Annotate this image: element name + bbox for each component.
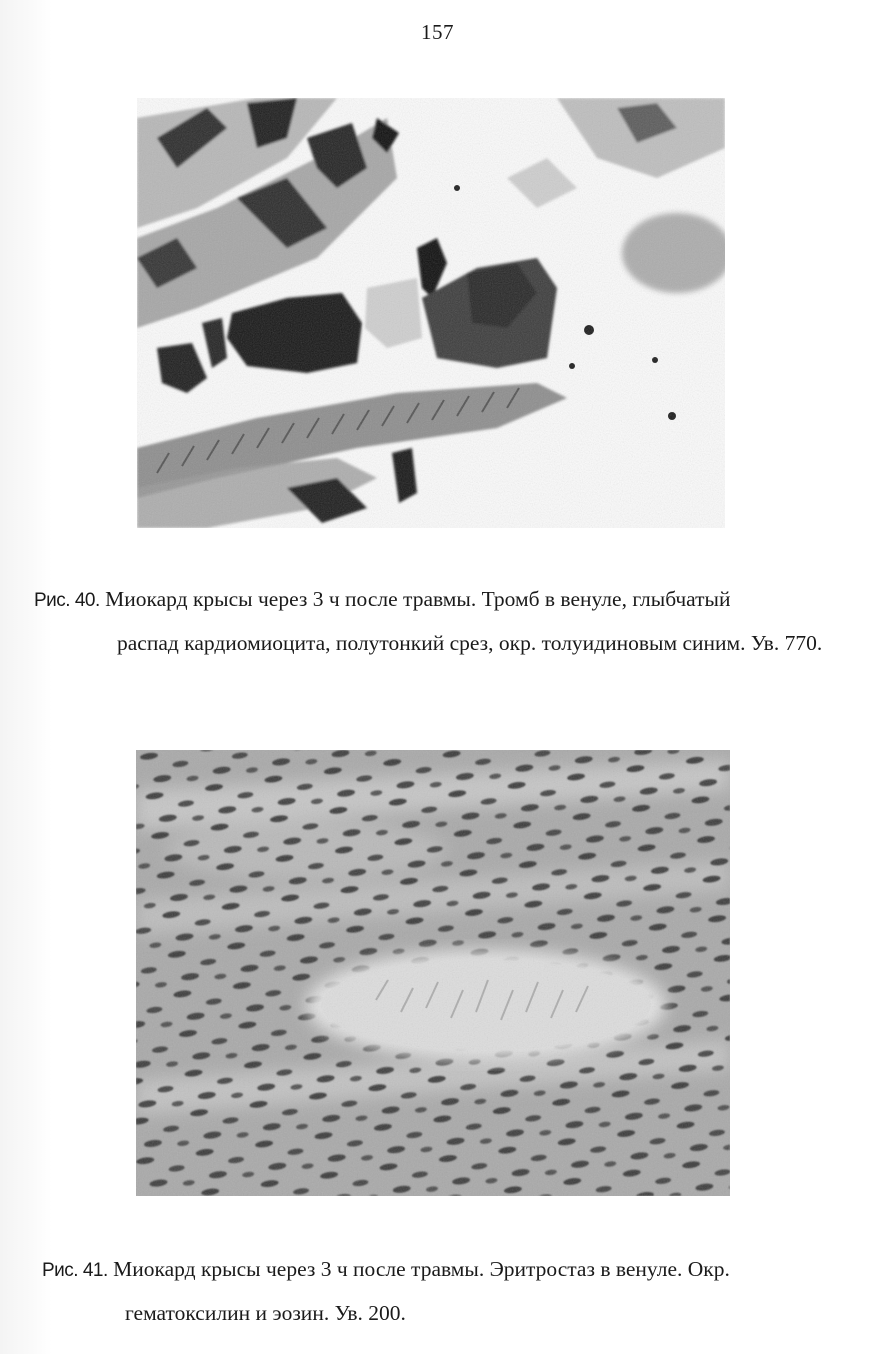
page-number: 157 (421, 20, 454, 44)
figure-41-caption-line1: Миокард крысы через 3 ч после травмы. Эритростаз в венуле. Окр. (113, 1257, 730, 1281)
figure-40-caption (34, 578, 854, 664)
figure-40-micrograph (137, 98, 725, 528)
figure-41-caption (42, 1248, 854, 1334)
figure-40-label: Рис. 40. (34, 590, 100, 611)
figure-41-caption-rest: гематоксилин и эозин. Ув. 200. (125, 1301, 406, 1325)
figure-41-micrograph (136, 750, 730, 1196)
figure-41-label: Рис. 41. (42, 1260, 108, 1281)
figure-40-caption-line1: Миокард крысы через 3 ч после травмы. Тромб в венуле, глыбчатый (105, 587, 731, 611)
figure-40-caption-rest: распад кардиомиоцита, полутонкий срез, окр. толуидиновым синим. Ув. 770. (117, 631, 823, 655)
page-edge-shadow (0, 0, 52, 1354)
